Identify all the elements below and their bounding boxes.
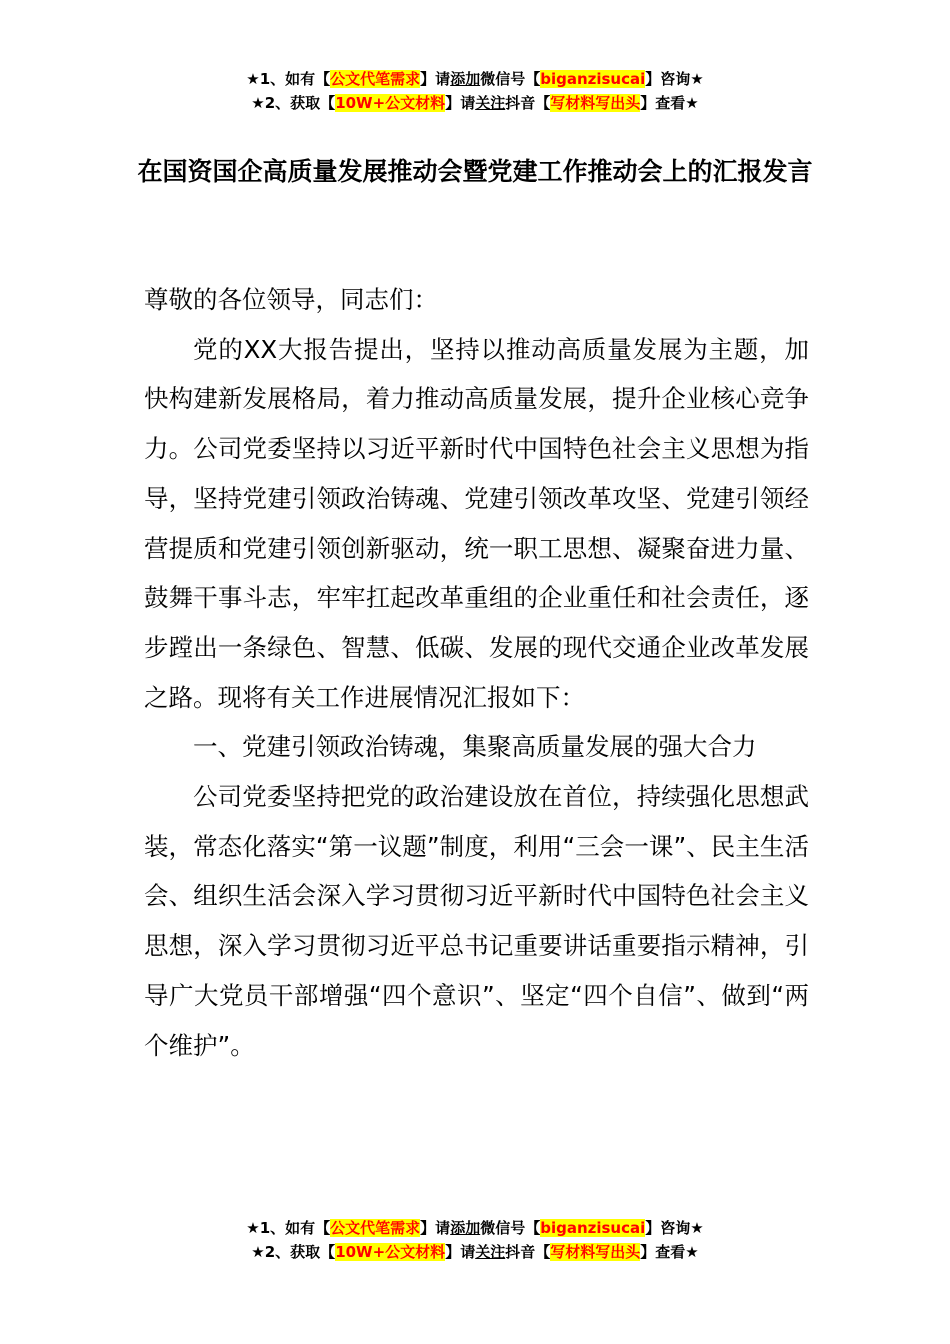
banner-line-2 — [0, 1240, 950, 1264]
banner-line-1 — [0, 1216, 950, 1240]
banner-highlight: 10W+公文材料 — [335, 1243, 446, 1261]
document-body — [144, 275, 809, 1070]
banner-underline: 关注 — [475, 94, 506, 112]
banner-text: 微信号【 — [480, 1219, 541, 1237]
document-title: 在国资国企高质量发展推动会暨党建工作推动会上的汇报发言 — [137, 157, 813, 186]
banner-text: 】咨询★ — [645, 70, 704, 88]
banner-underline: 关注 — [475, 1243, 506, 1261]
banner-highlight: 公文代笔需求 — [330, 1219, 421, 1237]
banner-text: 抖音【 — [505, 94, 551, 112]
banner-underline: 添加 — [450, 70, 481, 88]
banner-highlight: 10W+公文材料 — [335, 94, 446, 112]
paragraph: 公司党委坚持把党的政治建设放在首位，持续强化思想武装，常态化落实“第一议题”制度，利用“三会一课”、民主生活会、组织生活会深入学习贯彻习近平新时代中国特色社会主义思想，深入学习贯彻习近平总书记重要讲话重要指示精神，引导广大党员干部增强“四个意识”、坚定“四个自信”、做到“两个维护”。 — [144, 782, 809, 1060]
banner-text: 】请 — [445, 94, 476, 112]
banner-text: ★1、如有【 — [246, 1219, 331, 1237]
banner-highlight: 公文代笔需求 — [330, 70, 421, 88]
banner-text: 】查看★ — [640, 1243, 699, 1261]
banner-text: 抖音【 — [505, 1243, 551, 1261]
banner-text: ★1、如有【 — [246, 70, 331, 88]
banner-highlight: 写材料写出头 — [550, 1243, 641, 1261]
banner-text: 】查看★ — [640, 94, 699, 112]
banner-text: 】请 — [420, 1219, 451, 1237]
header-banner — [0, 67, 950, 115]
section-heading: 一、党建引领政治铸魂，集聚高质量发展的强大合力 — [193, 732, 757, 762]
banner-line-2 — [0, 91, 950, 115]
banner-underline: 添加 — [450, 1219, 481, 1237]
banner-text: 】咨询★ — [645, 1219, 704, 1237]
banner-text: ★2、获取【 — [251, 1243, 336, 1261]
paragraph: 党的XX大报告提出，坚持以推动高质量发展为主题，加快构建新发展格局，着力推动高质量发展，提升企业核心竞争力。公司党委坚持以习近平新时代中国特色社会主义思想为指导，坚持党建引领政治铸魂、党建引领改革攻坚、党建引领经营提质和党建引领创新驱动，统一职工思想、凝聚奋进力量、鼓舞干事斗志，牢牢扛起改革重组的企业重任和社会责任，逐步蹚出一条绿色、智慧、低碳、发展的现代交通企业改革发展之路。现将有关工作进展情况汇报如下： — [144, 334, 809, 712]
banner-highlight: biganzisucai — [540, 1219, 646, 1237]
banner-highlight: biganzisucai — [540, 70, 646, 88]
banner-line-1 — [0, 67, 950, 91]
banner-text: 】请 — [420, 70, 451, 88]
banner-text: 微信号【 — [480, 70, 541, 88]
banner-highlight: 写材料写出头 — [550, 94, 641, 112]
footer-banner — [0, 1216, 950, 1264]
salutation: 尊敬的各位领导，同志们： — [144, 285, 438, 314]
banner-text: ★2、获取【 — [251, 94, 336, 112]
banner-text: 】请 — [445, 1243, 476, 1261]
